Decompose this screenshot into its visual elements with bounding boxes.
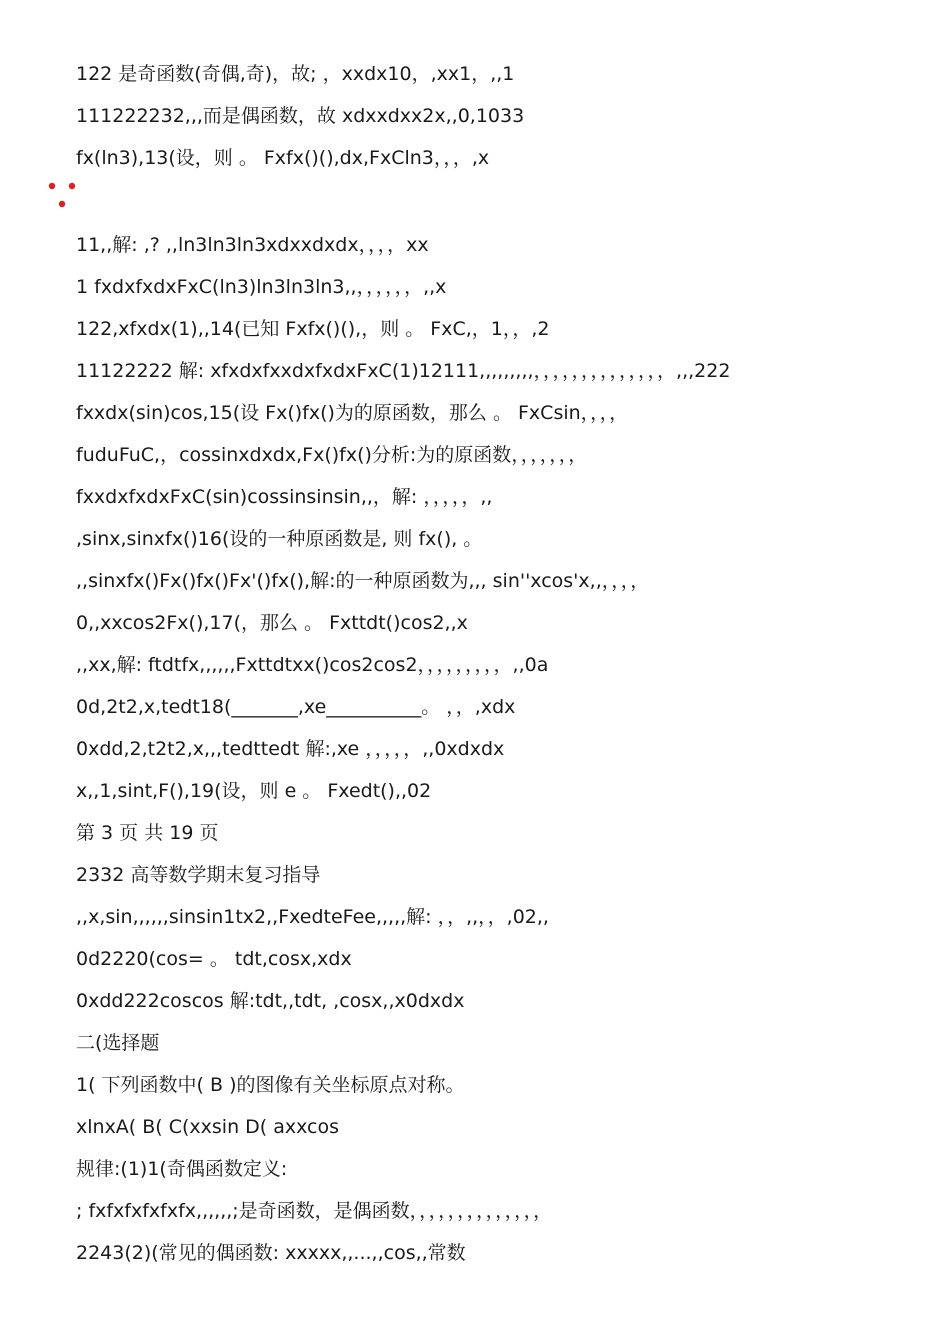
text-line: 1 fxdxfxdxFxC(ln3)ln3ln3ln3,,，，，，，，,,x <box>76 276 447 298</box>
text-line: 0xdd222coscos 解:tdt,,tdt, ,cosx,,x0dxdx <box>76 990 465 1012</box>
text-line: fxxdx(sin)cos,15(设 Fx()fx()为的原函数，那么 。 FxCsin，，，， <box>76 402 629 424</box>
text-line: 11,,解: ,? ,,ln3ln3ln3xdxxdxdx，，，，xx <box>76 234 429 256</box>
text-line: fx(ln3),13(设，则 。 Fxfx()(),dx,FxCln3，，，,x <box>76 147 490 169</box>
text-line: 122,xfxdx(1),,14(已知 Fxfx()(),，则 。 FxC,，1，，,2 <box>76 318 550 340</box>
text-line: 11122222 解: xfxdxfxxdxfxdxFxC(1)12111,,,,,,,,,，，，，，，，，，，，，，，,,,222 <box>76 360 731 382</box>
page-header: 2332 高等数学期末复习指导 <box>76 864 321 886</box>
text-line: 0d,2t2,x,tedt18(_______,xe__________。 ，，,xdx <box>76 696 516 718</box>
answer-options: xlnxA( B( C(xxsin D( axxcos <box>76 1116 340 1138</box>
text-line: ,,x,sin,,,,,,sinsin1tx2,,FxedteFee,,,,,解: ，，,,，，,02,, <box>76 906 549 928</box>
three-dot-mark-icon <box>44 178 84 212</box>
page-footer: 第 3 页 共 19 页 <box>76 822 219 844</box>
text-line: ,,xx,解: ftdtfx,,,,,,Fxttdtxx()cos2cos2，，，，，，，，，,,0a <box>76 654 549 676</box>
text-line: 0,,xxcos2Fx(),17(，那么 。 Fxttdt()cos2,,x <box>76 612 468 634</box>
text-line: 2243(2)(常见的偶函数: xxxxx,,...,,cos,,常数 <box>76 1242 466 1264</box>
text-line: ,sinx,sinxfx()16(设的一种原函数是, 则 fx(), 。 <box>76 528 483 550</box>
text-line: ; fxfxfxfxfxfx,,,,,,;是奇函数，是偶函数，，，，，，，，，，，，，， <box>76 1200 553 1222</box>
text-line: 0xdd,2,t2t2,x,,,tedttedt 解:,xe ，，，，，,,0xdxdx <box>76 738 505 760</box>
text-line: 0d2220(cos= 。 tdt,cosx,xdx <box>76 948 352 970</box>
question-text: 1( 下列函数中( B )的图像有关坐标原点对称。 <box>76 1074 465 1096</box>
text-line: fxxdxfxdxFxC(sin)cossinsinsin,,，解: ，，，，，,, <box>76 486 493 508</box>
section-heading: 二(选择题 <box>76 1032 160 1054</box>
text-line: 111222232,,,而是偶函数，故 xdxxdxx2x,,0,1033 <box>76 105 525 127</box>
text-line: ,,sinxfx()Fx()fx()Fx'()fx(),解:的一种原函数为,,, sin''xcos'x,,，，，， <box>76 570 650 592</box>
text-line: 规律:(1)1(奇偶函数定义: <box>76 1158 288 1180</box>
text-line: fuduFuC,，cossinxdxdx,Fx()fx()分析:为的原函数，，，，，，， <box>76 444 588 466</box>
text-line: x,,1,sint,F(),19(设，则 e 。 Fxedt(),,02 <box>76 780 432 802</box>
text-line: 122 是奇函数(奇偶,奇)，故; ，xxdx10，,xx1，,,1 <box>76 63 515 85</box>
